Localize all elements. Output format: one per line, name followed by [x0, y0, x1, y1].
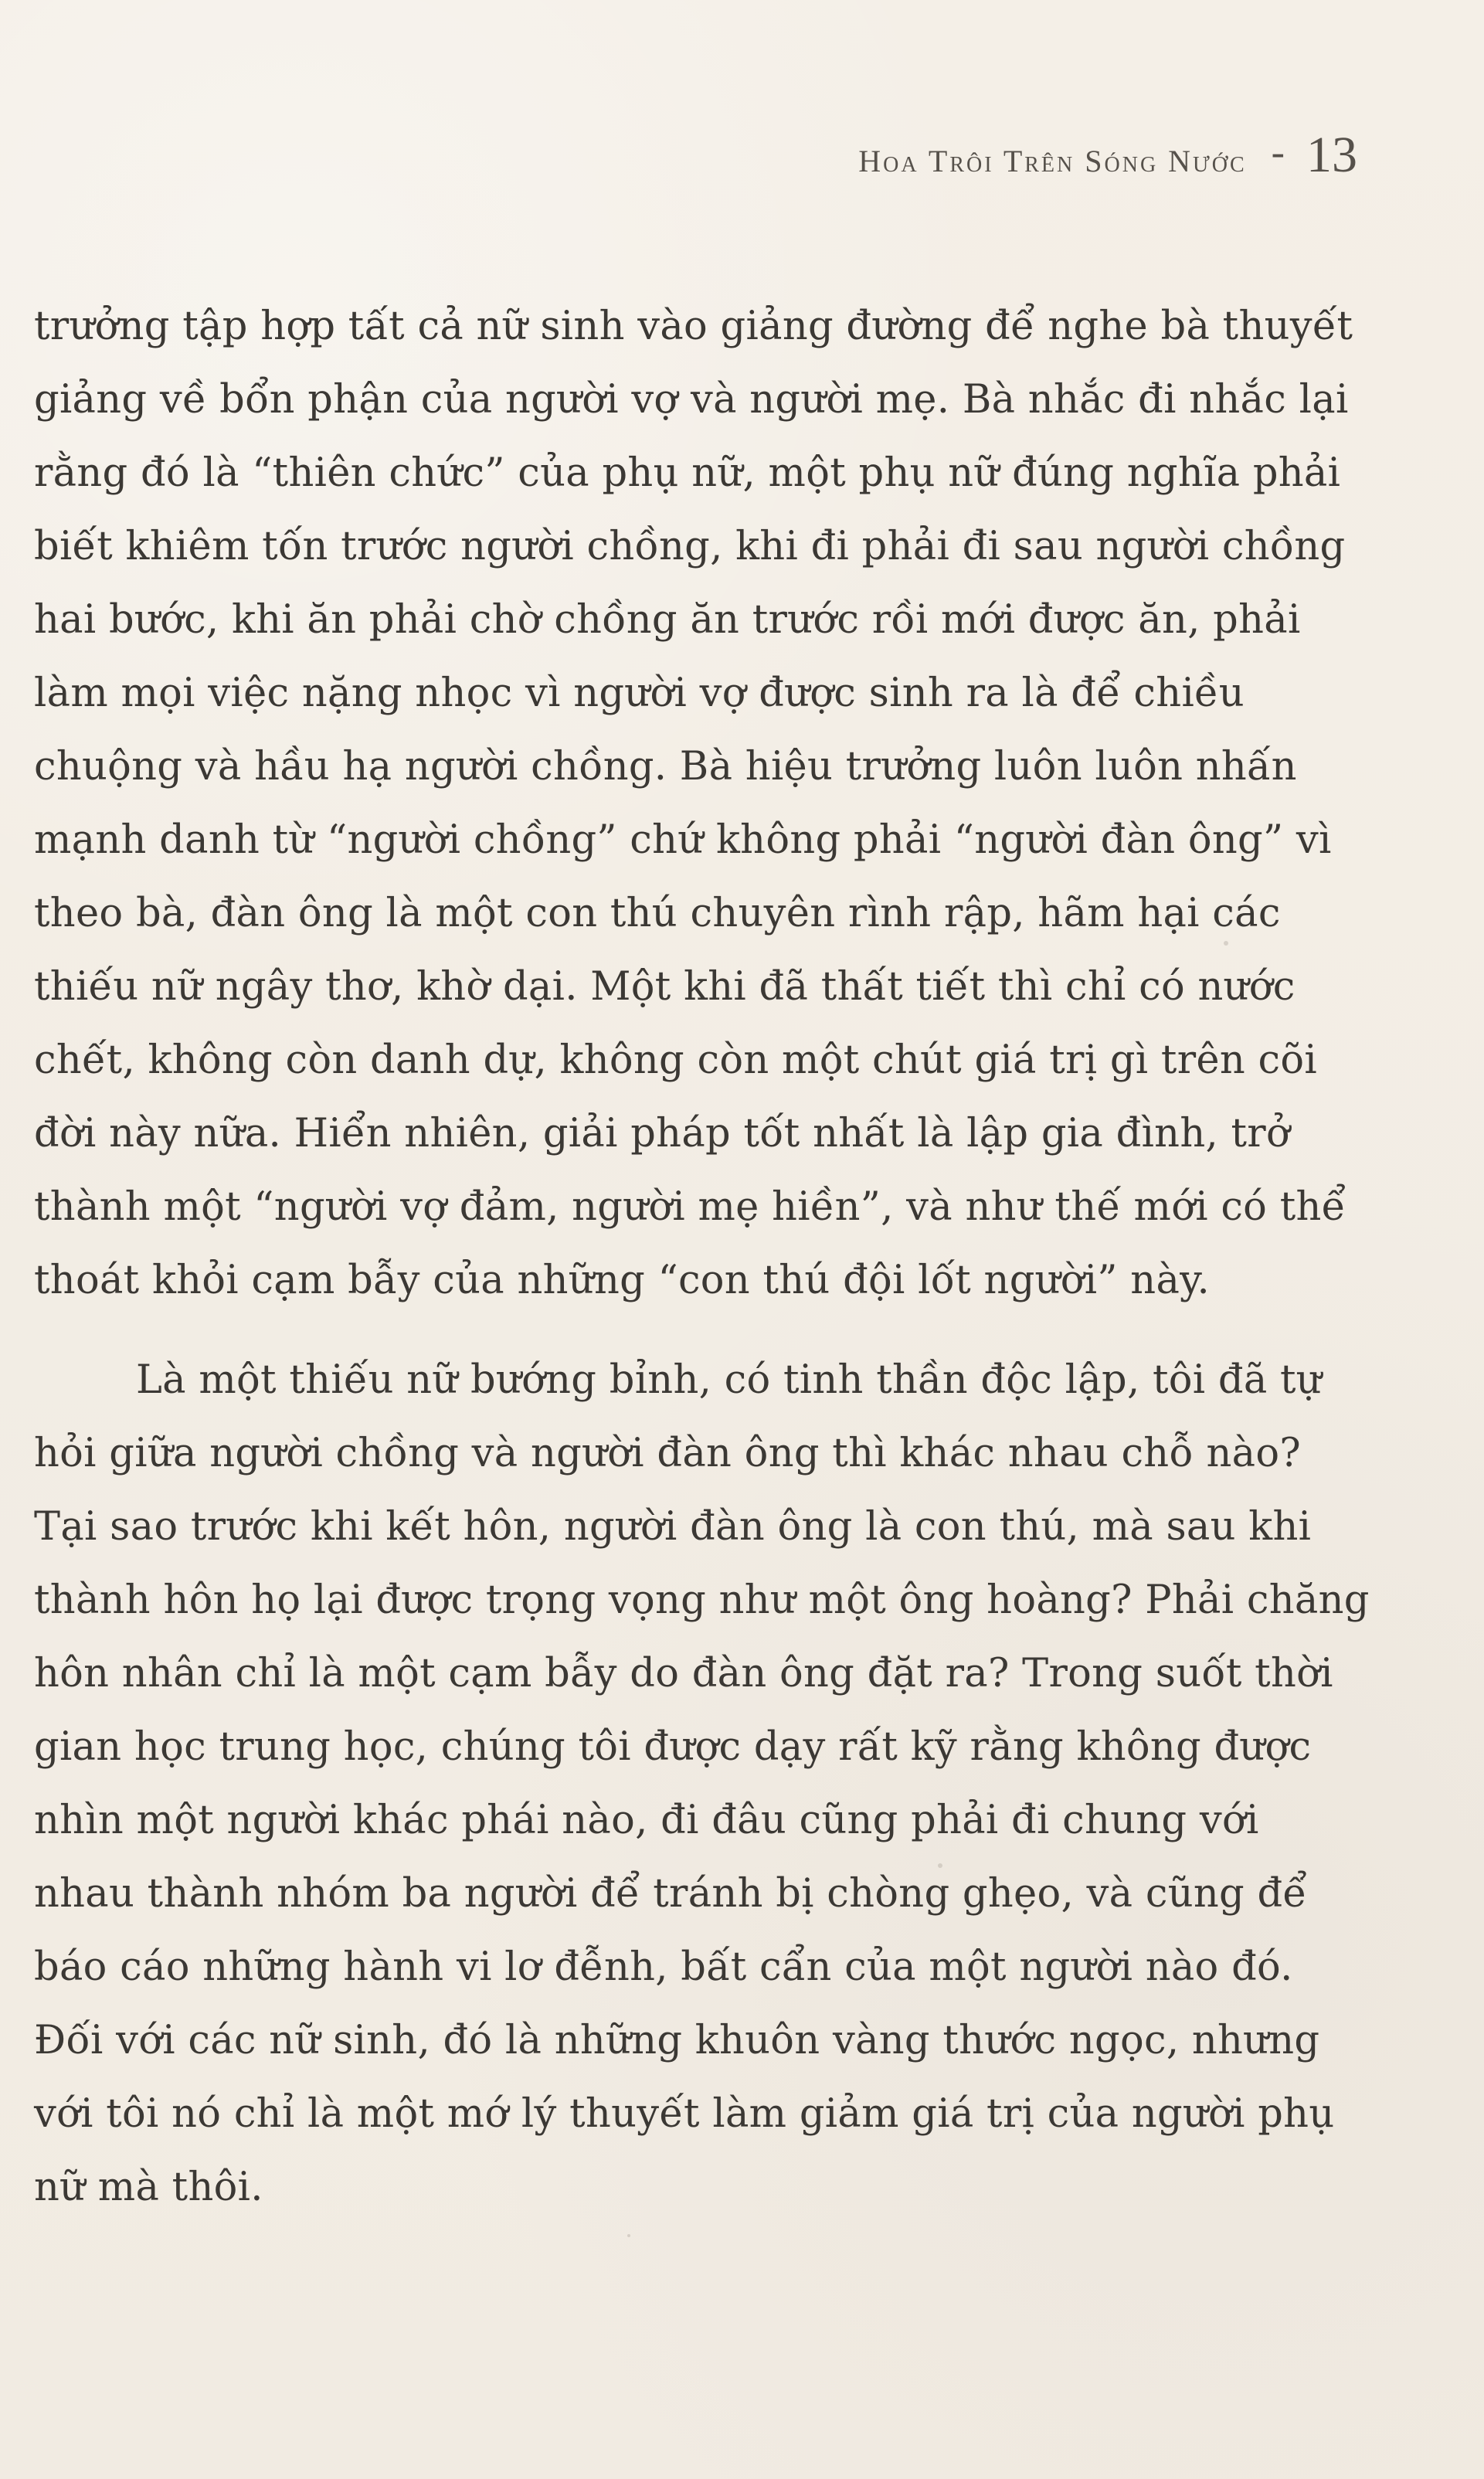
paragraph-2: Là một thiếu nữ bướng bỉnh, có tinh thần độc lập, tôi đã tự hỏi giữa người chồng và người đàn ông thì khác nhau chỗ nào? Tại sao trước khi kết hôn, người đàn ông là con thú, mà sau khi thành hôn họ lại được trọng vọng như một ông hoàng? Phải chăng hôn nhân chỉ là một cạm bẫy do đàn ông đặt ra? Trong suốt thời gian học trung học, chúng tôi được dạy rất kỹ rằng không được nhìn một người khác phái nào, đi đâu cũng phải đi chung với nhau thành nhóm ba người để tránh bị chòng ghẹo, và cũng để báo cáo những hành vi lơ đễnh, bất cẩn của một người nào đó. Đối với các nữ sinh, đó là những khuôn vàng thước ngọc, nhưng với tôi nó chỉ là một mớ lý thuyết làm giảm giá trị của người phụ nữ mà thôi.	[34, 1357, 1370, 2210]
page-number: 13	[1306, 127, 1357, 183]
page-number-group	[1271, 127, 1357, 183]
paper-speck	[1224, 941, 1228, 946]
running-header	[858, 127, 1357, 183]
paper-speck	[627, 2234, 630, 2237]
header-separator: -	[1271, 131, 1285, 175]
book-title: Hoa Trôi Trên Sóng Nước	[858, 144, 1247, 178]
page-body	[34, 290, 1372, 2224]
paragraph-1: trưởng tập hợp tất cả nữ sinh vào giảng đường để nghe bà thuyết giảng về bổn phận của người vợ và người mẹ. Bà nhắc đi nhắc lại rằng đó là “thiên chức” của phụ nữ, một phụ nữ đúng nghĩa phải biết khiêm tốn trước người chồng, khi đi phải đi sau người chồng hai bước, khi ăn phải chờ chồng ăn trước rồi mới được ăn, phải làm mọi việc nặng nhọc vì người vợ được sinh ra là để chiều chuộng và hầu hạ người chồng. Bà hiệu trưởng luôn luôn nhấn mạnh danh từ “người chồng” chứ không phải “người đàn ông” vì theo bà, đàn ông là một con thú chuyên rình rập, hãm hại các thiếu nữ ngây thơ, khờ dại. Một khi đã thất tiết thì chỉ có nước chết, không còn danh dự, không còn một chút giá trị gì trên cõi đời này nữa. Hiển nhiên, giải pháp tốt nhất là lập gia đình, trở thành một “người vợ đảm, người mẹ hiền”, và như thế mới có thể thoát khỏi cạm bẫy của những “con thú đội lốt người” này.	[34, 304, 1353, 1303]
paper-speck	[938, 1863, 942, 1868]
